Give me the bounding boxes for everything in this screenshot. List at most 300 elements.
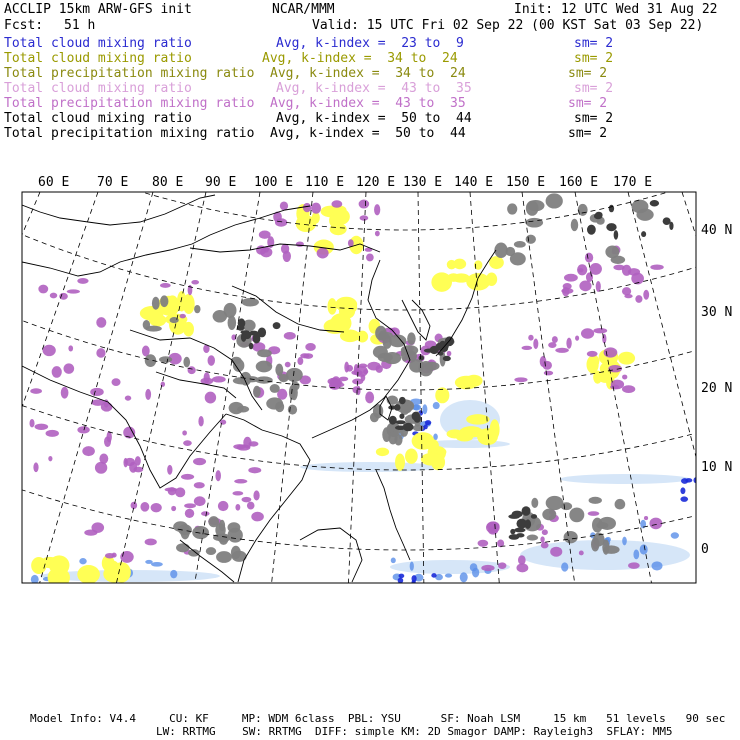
cloud-cell	[593, 328, 607, 333]
cloud-cell	[544, 371, 553, 376]
legend-field: Total cloud mixing ratio	[4, 81, 192, 96]
cloud-cell	[64, 363, 75, 374]
cloud-cell	[194, 496, 206, 506]
legend-sm: sm= 2	[568, 96, 608, 111]
cloud-cell	[82, 446, 95, 456]
longitude-label: 60 E	[38, 175, 70, 190]
cloud-cell	[38, 285, 48, 294]
cloud-cell	[232, 551, 247, 562]
cloud-cell	[370, 412, 379, 422]
cloud-cell	[170, 570, 177, 578]
cloud-cell	[526, 218, 543, 228]
cloud-cell	[50, 293, 57, 299]
cloud-cell	[218, 501, 229, 511]
cloud-cell	[213, 310, 227, 322]
cloud-cell	[413, 425, 424, 432]
cloud-cell	[509, 534, 520, 540]
cloud-cell	[585, 253, 593, 263]
cloud-cell	[663, 217, 671, 225]
cloud-cell	[216, 551, 232, 563]
cloud-cell	[257, 349, 272, 357]
cloud-cell	[59, 293, 68, 300]
cloud-cell	[508, 514, 520, 519]
cloud-cell	[249, 331, 259, 336]
legend-field: Total cloud mixing ratio	[4, 36, 192, 51]
cloud-cell	[622, 537, 627, 546]
cloud-cell	[526, 235, 536, 244]
cloud-cell	[470, 563, 478, 571]
legend-field: Total precipitation mixing ratio	[4, 66, 255, 81]
cloud-cell	[453, 273, 470, 282]
cloud-cell	[67, 289, 80, 293]
cloud-cell	[260, 247, 272, 257]
cloud-cell	[29, 419, 34, 427]
cloud-cell	[622, 385, 635, 393]
cloud-cell	[527, 535, 538, 541]
cloud-cell	[61, 387, 69, 399]
cloud-cell	[486, 272, 497, 286]
cloud-cell	[228, 528, 243, 543]
cloud-cell	[240, 330, 249, 334]
cloud-cell	[275, 218, 287, 226]
cloud-cell	[303, 353, 313, 359]
cloud-cell	[159, 356, 172, 362]
cloud-cell	[296, 241, 304, 246]
legend-avg: Avg, k-index = 43 to 35	[276, 81, 472, 96]
cloud-cell	[120, 551, 133, 563]
cloud-cell	[421, 453, 442, 466]
forecast-label: Fcst:	[4, 18, 44, 33]
cloud-cell	[194, 482, 205, 488]
cloud-cell	[407, 332, 416, 344]
cloud-cell	[112, 378, 121, 386]
cloud-cell	[235, 504, 240, 511]
cloud-cell	[192, 526, 209, 539]
cloud-cell	[389, 416, 397, 425]
cloud-cell	[514, 241, 526, 248]
cloud-cell	[353, 386, 361, 393]
cloud-cell	[182, 430, 187, 435]
cloud-cell	[208, 355, 215, 366]
cloud-cell	[507, 203, 517, 214]
cloud-cell	[633, 549, 639, 559]
legend-sm: sm= 2	[568, 126, 608, 141]
cloud-cell	[401, 345, 418, 355]
longitude-label: 90 E	[205, 175, 237, 190]
cloud-cell	[550, 547, 562, 557]
cloud-cell	[135, 456, 141, 466]
cloud-cell	[424, 349, 436, 353]
cloud-cell	[615, 499, 626, 510]
cloud-cell	[622, 287, 631, 295]
cloud-cell	[184, 503, 196, 508]
cloud-cell	[518, 555, 526, 564]
cloud-cell	[215, 470, 221, 481]
cloud-cell	[374, 204, 380, 215]
cloud-cell	[459, 426, 483, 437]
cloud-cell	[640, 544, 648, 554]
cloud-cell	[183, 440, 192, 446]
cloud-cell	[396, 420, 406, 424]
cloud-cell	[596, 522, 608, 529]
cloud-cell	[281, 244, 289, 254]
latitude-label: 0	[701, 542, 709, 557]
cloud-cell	[270, 384, 280, 393]
cloud-cell	[510, 252, 526, 265]
cloud-cell	[489, 256, 504, 269]
cloud-cell	[514, 528, 525, 533]
cloud-cell	[494, 243, 507, 258]
cloud-cell	[564, 274, 578, 282]
cloud-cell	[445, 574, 452, 578]
cloud-cell	[253, 490, 259, 500]
cloud-cell	[644, 516, 648, 520]
cloud-cell	[466, 414, 489, 425]
cloud-cell	[643, 290, 649, 300]
cloud-cell	[160, 283, 171, 288]
longitude-label: 140 E	[454, 175, 494, 190]
cloud-cell	[317, 248, 329, 259]
latitude-label: 20 N	[701, 381, 733, 396]
cloud-cell	[671, 532, 679, 539]
cloud-cell	[284, 332, 296, 340]
cloud-cell	[590, 263, 602, 275]
cloud-cell	[398, 578, 404, 584]
cloud-cell	[382, 427, 391, 442]
longitude-label: 100 E	[254, 175, 294, 190]
cloud-cell	[237, 406, 249, 413]
cloud-cell	[577, 264, 587, 275]
cloud-cell	[356, 331, 368, 343]
cloud-cell	[650, 265, 663, 270]
cloud-cell	[183, 294, 195, 314]
cloud-cell	[247, 502, 255, 510]
longitude-label: 80 E	[152, 175, 184, 190]
moisture-band	[560, 474, 690, 484]
cloud-cell	[447, 260, 457, 270]
cloud-cell	[376, 365, 383, 373]
longitude-label: 160 E	[559, 175, 599, 190]
cloud-cell	[650, 200, 659, 206]
cloud-cell	[478, 540, 489, 547]
cloud-cell	[133, 467, 143, 473]
cloud-cell	[255, 376, 273, 383]
cloud-cell	[581, 328, 594, 338]
cloud-cell	[78, 570, 94, 581]
cloud-cell	[205, 392, 216, 404]
cloud-cell	[112, 553, 117, 558]
cloud-cell	[447, 429, 464, 438]
cloud-cell	[487, 521, 500, 530]
cloud-cell	[525, 519, 531, 529]
cloud-cell	[168, 487, 176, 495]
cloud-cell	[622, 265, 631, 276]
cloud-cell	[180, 524, 190, 539]
cloud-cell	[412, 412, 420, 421]
cloud-cell	[680, 487, 685, 494]
cloud-cell	[431, 272, 452, 292]
valid-time: Valid: 15 UTC Fri 02 Sep 22 (00 KST Sat 03 Sep 22)	[312, 18, 704, 33]
latitude-label: 30 N	[701, 305, 733, 320]
cloud-cell	[198, 416, 203, 426]
cloud-cell	[183, 322, 194, 337]
cloud-cell	[140, 306, 164, 321]
cloud-cell	[175, 487, 185, 497]
legend-avg: Avg, k-index = 34 to 24	[270, 66, 466, 81]
cloud-cell	[604, 347, 618, 357]
cloud-cell	[46, 430, 59, 437]
cloud-cell	[424, 424, 428, 429]
cloud-cell	[188, 549, 200, 557]
init-time: Init: 12 UTC Wed 31 Aug 22	[514, 2, 718, 17]
cloud-cell	[427, 439, 439, 451]
cloud-cell	[680, 496, 688, 501]
cloud-cell	[52, 366, 62, 378]
cloud-cell	[541, 542, 549, 548]
cloud-cell	[275, 402, 284, 412]
cloud-cell	[248, 467, 261, 473]
latitude-axis	[701, 223, 732, 557]
cloud-cell	[228, 315, 237, 330]
longitude-label: 150 E	[506, 175, 546, 190]
cloud-cell	[546, 496, 564, 510]
cloud-cell	[279, 374, 289, 382]
longitude-label: 70 E	[97, 175, 129, 190]
cloud-cell	[125, 458, 135, 466]
cloud-cell	[253, 386, 261, 398]
cloud-cell	[286, 368, 303, 382]
cloud-cell	[596, 281, 601, 292]
longitude-label: 110 E	[305, 175, 345, 190]
cloud-cell	[285, 362, 291, 368]
cloud-cell	[193, 458, 206, 465]
legend-avg: Avg, k-index = 50 to 44	[276, 111, 472, 126]
cloud-cell	[360, 215, 369, 220]
cloud-cell	[35, 424, 49, 430]
cloud-cell	[171, 506, 176, 511]
cloud-cell	[152, 297, 160, 310]
cloud-cell	[145, 539, 157, 546]
cloud-cell	[363, 369, 368, 374]
cloud-cell	[180, 314, 186, 319]
cloud-cell	[521, 346, 532, 350]
longitude-label: 120 E	[356, 175, 396, 190]
cloud-cell	[96, 348, 105, 358]
cloud-cell	[552, 336, 558, 343]
cloud-cell	[533, 339, 538, 350]
cloud-cell	[548, 342, 556, 348]
cloud-cell	[344, 362, 349, 373]
cloud-cell	[48, 456, 52, 461]
cloud-cell	[258, 327, 266, 337]
cloud-cell	[419, 355, 425, 360]
cloud-cell	[399, 574, 405, 579]
cloud-cell	[366, 253, 374, 261]
cloud-cell	[145, 389, 151, 400]
cloud-cell	[410, 562, 414, 571]
cloud-cell	[383, 352, 401, 364]
legend-avg: Avg, k-index = 34 to 24	[262, 51, 458, 66]
legend-sm: sm= 2	[574, 36, 614, 51]
cloud-cell	[618, 352, 635, 365]
longitude-axis	[38, 175, 652, 190]
cloud-cell	[339, 304, 355, 319]
cloud-cell	[49, 555, 69, 575]
cloud-cell	[160, 295, 168, 307]
cloud-cell	[587, 225, 596, 235]
institution-label: NCAR/MMM	[272, 2, 335, 17]
cloud-cell	[30, 388, 42, 394]
cloud-cell	[498, 562, 506, 569]
latitude-label: 40 N	[701, 223, 733, 238]
cloud-cell	[378, 332, 392, 339]
cloud-cell	[145, 560, 153, 564]
legend-avg: Avg, k-index = 43 to 35	[270, 96, 466, 111]
cloud-cell	[256, 361, 273, 373]
cloud-cell	[140, 502, 149, 512]
cloud-cell	[609, 205, 614, 212]
cloud-cell	[99, 453, 108, 463]
cloud-cell	[365, 392, 374, 404]
cloud-cell	[79, 558, 86, 564]
cloud-cell	[329, 381, 341, 389]
cloud-cell	[249, 343, 254, 349]
cloud-cell	[540, 536, 544, 542]
cloud-cell	[528, 335, 533, 341]
cloud-cell	[422, 404, 427, 414]
cloud-cell	[579, 281, 591, 292]
cloud-cell	[361, 374, 366, 381]
legend-sm: sm= 2	[574, 111, 614, 126]
cloud-cell	[68, 345, 73, 351]
legend-sm: sm= 2	[574, 81, 614, 96]
cloud-cell	[681, 478, 688, 484]
cloud-cell	[145, 326, 162, 332]
cloud-cell	[526, 201, 539, 216]
cloud-cell	[219, 520, 225, 531]
cloud-cell	[297, 357, 303, 365]
cloud-cell	[273, 322, 281, 329]
cloud-cell	[628, 562, 640, 569]
model-info-line-2: LW: RRTMG SW: RRTMG DIFF: simple KM: 2D Smagor DAMP: Rayleigh3 SFLAY: MM5	[156, 725, 673, 738]
cloud-cell	[90, 388, 104, 396]
cloud-cell	[208, 516, 219, 527]
cloud-cell	[242, 497, 252, 502]
cloud-cell	[358, 364, 367, 368]
cloud-cell	[431, 573, 436, 578]
cloud-cell	[636, 209, 653, 221]
cloud-cell	[542, 361, 552, 370]
cloud-cell	[588, 511, 600, 516]
legend-avg: Avg, k-index = 23 to 9	[276, 36, 464, 51]
cloud-cell	[191, 280, 199, 285]
cloud-cell	[125, 395, 131, 400]
cloud-cell	[444, 340, 448, 350]
cloud-cell	[399, 413, 404, 419]
legend-avg: Avg, k-index = 50 to 44	[270, 126, 466, 141]
cloud-cell	[183, 357, 190, 368]
cloud-cell	[327, 298, 336, 315]
cloud-cell	[212, 376, 226, 382]
cloud-cell	[562, 287, 569, 296]
cloud-cell	[447, 351, 452, 356]
cloud-cell	[305, 343, 316, 351]
latitude-label: 10 N	[701, 460, 733, 475]
cloud-cell	[242, 298, 259, 307]
longitude-label: 170 E	[613, 175, 653, 190]
legend-field: Total precipitation mixing ratio	[4, 96, 255, 111]
cloud-cell	[594, 213, 602, 219]
cloud-cell	[561, 562, 568, 571]
cloud-cell	[395, 453, 405, 471]
cloud-cell	[610, 385, 619, 390]
cloud-cell	[303, 203, 311, 212]
cloud-cell	[376, 448, 389, 457]
cloud-cell	[443, 356, 451, 361]
cloud-cell	[103, 566, 124, 583]
cloud-cell	[399, 397, 406, 404]
cloud-cell	[622, 375, 627, 380]
cloud-cell	[651, 561, 662, 570]
legend-field: Total cloud mixing ratio	[4, 111, 192, 126]
cloud-cell	[614, 230, 619, 240]
longitude-label: 130 E	[403, 175, 443, 190]
legend-field: Total precipitation mixing ratio	[4, 126, 255, 141]
cloud-cell	[248, 441, 258, 446]
cloud-cell	[96, 317, 106, 328]
cloud-cell	[566, 338, 571, 349]
cloud-cell	[237, 444, 251, 450]
legend-field: Total cloud mixing ratio	[4, 51, 192, 66]
cloud-cell	[516, 563, 528, 572]
cloud-cell	[359, 200, 370, 209]
cloud-cell	[405, 448, 418, 463]
cloud-cell	[181, 474, 194, 480]
cloud-cell	[579, 550, 584, 555]
cloud-cell	[33, 462, 38, 472]
cloud-cell	[194, 305, 200, 313]
cloud-cell	[151, 562, 163, 567]
cloud-cell	[542, 529, 548, 535]
cloud-cell	[395, 426, 406, 430]
cloud-cell	[280, 202, 288, 211]
cloud-cell	[575, 336, 579, 341]
cloud-cell	[275, 364, 283, 376]
cloud-cell	[95, 462, 107, 474]
cloud-cell	[185, 509, 194, 518]
cloud-cell	[91, 522, 104, 533]
cloud-cell	[514, 377, 527, 382]
cloud-cell	[440, 391, 448, 402]
cloud-cell	[569, 508, 584, 523]
forecast-hours: 51 h	[64, 18, 96, 33]
cloud-cell	[591, 537, 600, 551]
cloud-cell	[465, 375, 482, 387]
cloud-cell	[605, 246, 619, 259]
model-info-line-1: Model Info: V4.4 CU: KF MP: WDM 6class PBL: YSU SF: Noah LSM 15 km 51 levels 90 sec	[30, 712, 726, 725]
legend-sm: sm= 2	[568, 66, 608, 81]
cloud-cell	[400, 405, 409, 415]
cloud-cell	[481, 565, 494, 571]
cloud-cell	[151, 503, 162, 512]
cloud-cell	[201, 511, 210, 516]
cloud-cell	[188, 366, 196, 374]
cloud-cell	[587, 351, 598, 357]
cloud-cell	[333, 209, 350, 225]
model-title: ACCLIP 15km ARW-GFS init	[4, 2, 192, 17]
cloud-cell	[311, 203, 321, 214]
cloud-cell	[77, 278, 88, 284]
